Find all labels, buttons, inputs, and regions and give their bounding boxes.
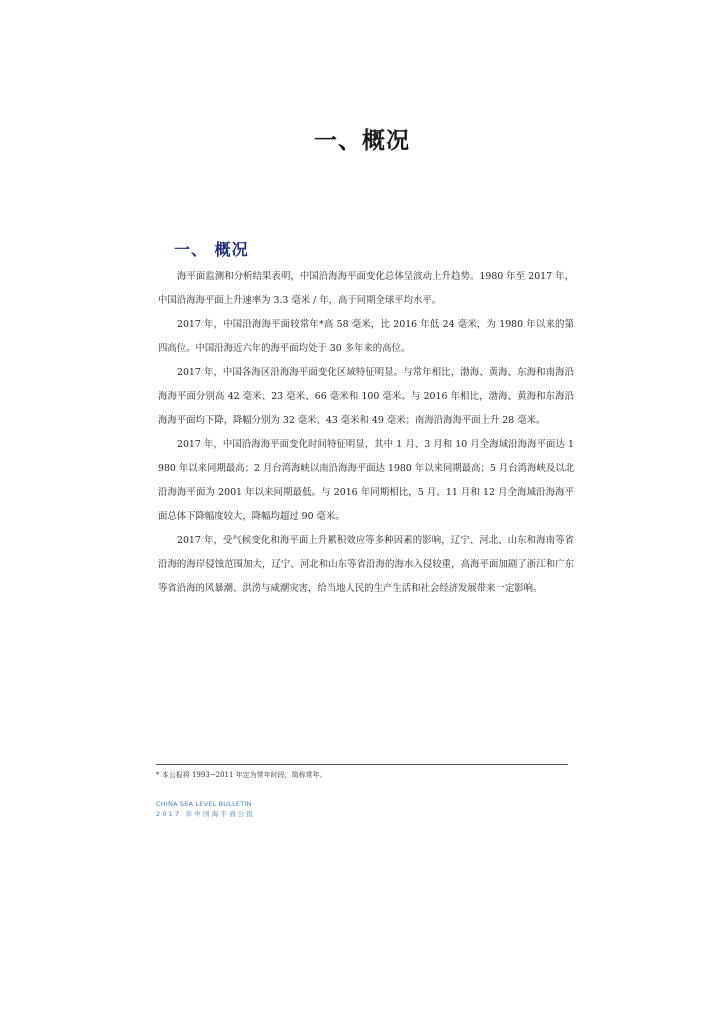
paragraph-4: 2017 年，中国沿海海平面变化时间特征明显，其中 1 月、3 月和 10 月全海域沿海海平面达 1980 年以来同期最高；2 月台湾海峡以南沿海海平面达 1980 年以来同期最高；5 月台湾海峡及以北沿海海平面为 2001 年以来同期最低。与 2016 年同期相比，5 月、11 月和 12 月全海域沿海海平面总体下降幅度较大，降幅均超过 90 毫米。	[158, 439, 574, 522]
paragraph-2: 2017 年，中国沿海海平面较常年*高 58 毫米，比 2016 年低 24 毫米，为 1980 年以来的第四高位。中国沿海近六年的海平面均处于 30 多年来的高位。	[158, 319, 574, 354]
bulletin-name-chinese: 2017 年中国海平面公报	[156, 810, 256, 818]
paragraph-1: 海平面监测和分析结果表明，中国沿海海平面变化总体呈波动上升趋势。1980 年至 2017 年，中国沿海海平面上升速率为 3.3 毫米 / 年，高于同期全球平均水平。	[158, 271, 574, 306]
page-title: 一、概况	[314, 128, 410, 154]
body-text	[158, 265, 574, 601]
footnote: * 本公报将 1993~2011 年定为常年时段，简称常年。	[156, 771, 327, 779]
bulletin-name-english: CHINA SEA LEVEL BULLETIN	[156, 800, 252, 808]
paragraph-5: 2017 年，受气候变化和海平面上升累积效应等多种因素的影响，辽宁、河北、山东和海南等省沿海的海岸侵蚀范围加大，辽宁、河北和山东等省沿海的海水入侵较重，高海平面加剧了浙江和广东等省沿海的风暴潮、洪涝与咸潮灾害，给当地人民的生产生活和社会经济发展带来一定影响。	[158, 535, 574, 594]
footnote-divider	[156, 764, 568, 765]
section-heading: 一、 概况	[174, 240, 249, 259]
paragraph-3: 2017 年，中国各海区沿海海平面变化区域特征明显。与常年相比，渤海、黄海、东海和南海沿海海平面分别高 42 毫米、23 毫米、66 毫米和 100 毫米。与 2016 年相比，渤海、黄海和东海沿海海平面均下降，降幅分别为 32 毫米、43 毫米和 49 毫米；南海沿海海平面上升 28 毫米。	[158, 367, 574, 426]
